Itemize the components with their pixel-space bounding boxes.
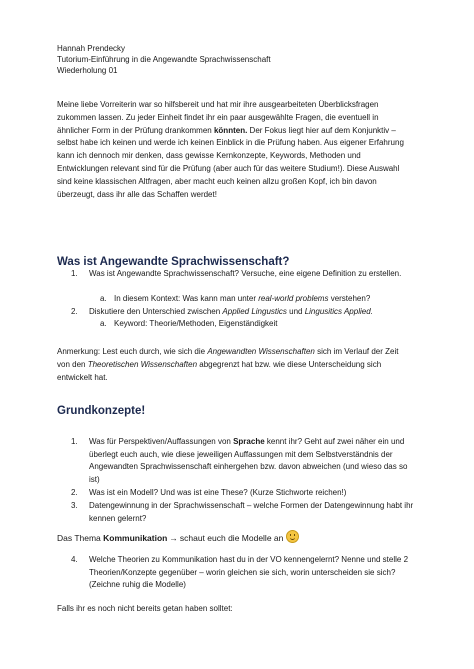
sub-question-italic: real-world problems	[258, 294, 329, 303]
note-text-2: sich im Verlauf der Zeit von den	[57, 347, 399, 369]
question-italic-2: Lingusitics Applied.	[304, 307, 373, 316]
sub-question-letter: a.	[100, 319, 107, 328]
sub-question	[100, 318, 278, 331]
intro-text-1: Meine liebe Vorreiterin war so hilfsbereit und hat mir ihre ausgearbeiteten Überblicksfragen zukommen lassen. Zu jeder Einheit findet ihr ein paar ausgewählte Fragen, die eventuell in ähnlicher Form in der Prüfung drankommen	[57, 100, 379, 135]
topic-prefix: Das Thema	[57, 533, 104, 543]
intro-text-2: Der Fokus liegt hier auf dem Konjunktiv – selbst habe ich keinen und werde ich keinen Einblick in die Prüfung haben. Aus eigener Erfahrung kann ich dennoch mir denken, dass gewisse Kernkonzepte, Keywords, Methoden und Entwicklungen relevant sind für die Prüfung (aber auch für das weitere Studium!). Diese Auswahl sind keine klassischen Altfragen, aber macht euch keinen allzu großen Kopf, ich bin davon überzeugt, dass ihr alle das Schaffen werdet!	[57, 125, 404, 199]
question-text-1: Diskutiere den Unterschied zwischen	[89, 307, 223, 316]
section-heading-applied-linguistics: Was ist Angewandte Sprachwissenschaft?	[57, 256, 290, 268]
author-name: Hannah Prendecky	[57, 44, 126, 53]
note-italic-2: Theoretischen Wissenschaften	[87, 359, 198, 369]
topic-communication-line	[57, 530, 299, 545]
question-text: Datengewinnung in der Sprachwissenschaft – welche Formen der Datengewinnung habt ihr kennen gelernt?	[89, 501, 414, 523]
question-text	[89, 436, 414, 486]
sub-question-text: In diesem Kontext: Was kann man unter	[114, 294, 259, 303]
question-number: 3.	[71, 501, 78, 510]
question-number: 1.	[71, 437, 78, 446]
note-italic-1: Angewandten Wissenschaften	[207, 347, 315, 356]
sub-question	[100, 293, 370, 306]
arrow-right-icon: →	[169, 533, 178, 543]
document-header	[57, 43, 271, 76]
question-text-2: kennt ihr? Geht auf zwei näher ein und überlegt euch auch, wie diese jeweiligen Auffassungen mit dem Selbstverständnis der Angewandten Sprachwissenschaft einhergehen bzw. davon abweichen (und wieso das so ist)	[89, 437, 408, 484]
question-text: Was ist ein Modell? Und was ist eine These? (Kurze Stichworte reichen!)	[89, 488, 347, 497]
sub-question-text-end: verstehen?	[328, 294, 371, 303]
section-heading-core-concepts: Grundkonzepte!	[57, 405, 146, 417]
intro-emphasis: könnten.	[213, 125, 248, 135]
question-bold: Sprache	[233, 437, 265, 446]
question-text: Was ist Angewandte Sprachwissenschaft? Versuche, eine eigene Definition zu erstellen.	[89, 269, 402, 278]
note-text-1: Anmerkung: Lest euch durch, wie sich die	[57, 347, 208, 356]
question-number: 4.	[71, 555, 78, 564]
course-title: Tutorium-Einführung in die Angewandte Sprachwissenschaft	[57, 55, 271, 64]
question-text-1: Was für Perspektiven/Auffassungen von	[89, 437, 234, 446]
topic-bold: Kommunikation	[103, 533, 168, 543]
sub-question-letter: a.	[100, 294, 107, 303]
closing-line: Falls ihr es noch nicht bereits getan haben solltet:	[57, 604, 233, 613]
smiley-icon	[286, 530, 299, 543]
note-text-3: abgegrenzt hat bzw. wie diese Unterscheidung sich entwickelt hat.	[57, 359, 382, 382]
question-text: Welche Theorien zu Kommunikation hast du in der VO kennengelernt? Nenne und stelle 2 Theorien/Konzepte gegenüber – worin gleichen sie sich, worin unterscheiden sie sich? (Zeichne ruhig die Modelle)	[89, 555, 409, 590]
intro-paragraph	[57, 99, 407, 201]
session-title: Wiederholung 01	[57, 66, 118, 75]
sub-question-text: Keyword: Theorie/Methoden, Eigenständigkeit	[114, 319, 278, 328]
question-number: 2.	[71, 307, 78, 316]
question-number: 2.	[71, 488, 78, 497]
question-text-2: und	[286, 307, 305, 316]
note-paragraph	[57, 346, 407, 384]
question-number: 1.	[71, 269, 78, 278]
question-italic-1: Applied Lingustics	[222, 307, 287, 316]
topic-suffix: schaut euch die Modelle an	[179, 533, 284, 543]
question-text	[89, 306, 414, 319]
